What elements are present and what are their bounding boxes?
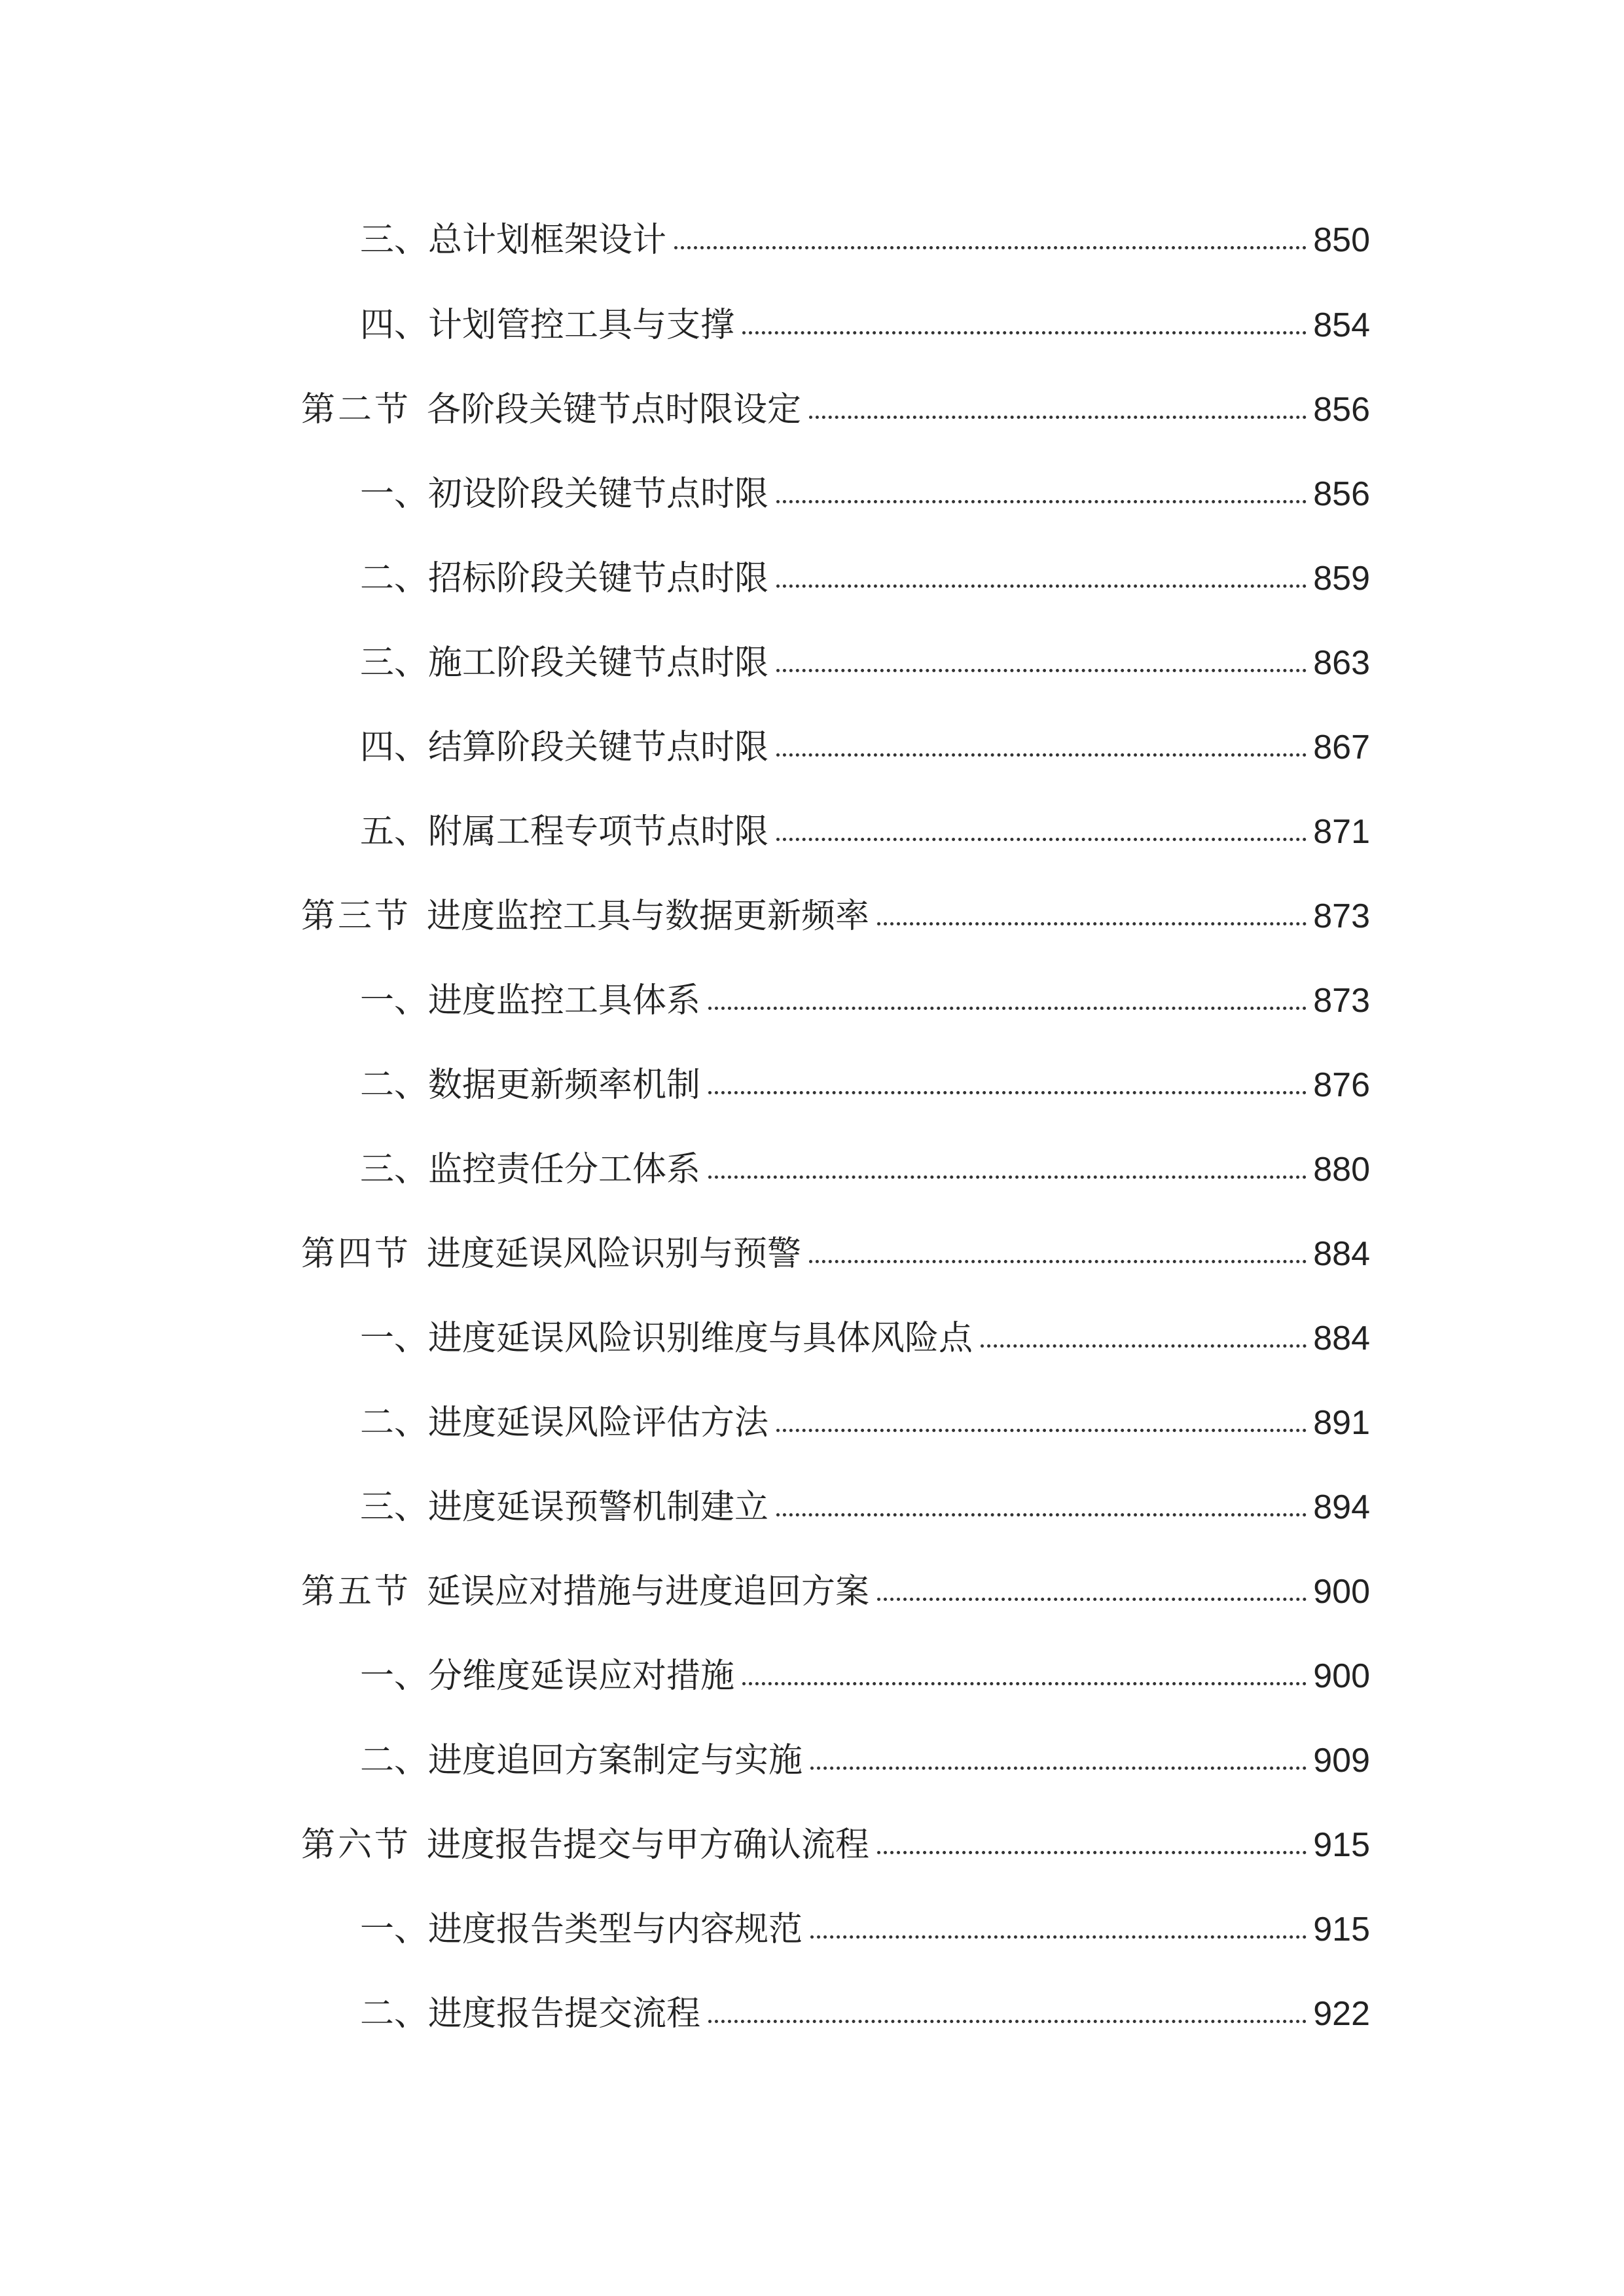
toc-entry-title: 二、进度延误风险评估方法 — [360, 1403, 769, 1443]
dot-leader — [776, 584, 1307, 588]
toc-entry-title: 三、进度延误预警机制建立 — [360, 1488, 769, 1527]
toc-entry[interactable] — [360, 461, 1370, 527]
toc-page-number: 900 — [1313, 1657, 1370, 1695]
dot-leader — [809, 1260, 1307, 1263]
dot-leader — [674, 246, 1307, 249]
toc-page-number: 850 — [1313, 221, 1370, 259]
dot-leader — [810, 1935, 1307, 1939]
toc-entry-title: 一、进度延误风险识别维度与具体风险点 — [360, 1319, 973, 1358]
toc-page-number: 856 — [1313, 475, 1370, 513]
toc-entry[interactable] — [360, 799, 1370, 865]
toc-page-number: 909 — [1313, 1742, 1370, 1780]
toc-entry[interactable] — [360, 1306, 1370, 1371]
toc-page-number: 922 — [1313, 1995, 1370, 2033]
toc-entry-title: 进度监控工具与数据更新频率 — [427, 897, 870, 936]
dot-leader — [809, 416, 1307, 419]
toc-section-entry[interactable] — [301, 1812, 1370, 1878]
toc-entry-title: 进度报告提交与甲方确认流程 — [427, 1825, 870, 1865]
toc-entry-title: 二、进度追回方案制定与实施 — [360, 1741, 803, 1780]
toc-entry-title: 三、施工阶段关键节点时限 — [360, 643, 769, 683]
toc-entry[interactable] — [360, 1981, 1370, 2047]
dot-leader — [776, 1513, 1307, 1516]
toc-entry[interactable] — [360, 715, 1370, 780]
toc-section-heading — [301, 897, 870, 936]
toc-section-entry[interactable] — [301, 884, 1370, 949]
toc-section-number: 第四节 — [301, 1234, 412, 1274]
dot-leader — [708, 2020, 1307, 2023]
toc-entry-title: 四、结算阶段关键节点时限 — [360, 728, 769, 767]
toc-entry-title: 二、进度报告提交流程 — [360, 1994, 701, 2034]
toc-entry-title: 三、监控责任分工体系 — [360, 1150, 701, 1189]
toc-entry-title: 二、数据更新频率机制 — [360, 1066, 701, 1105]
dot-leader — [776, 838, 1307, 841]
toc-page-number: 915 — [1313, 1826, 1370, 1864]
toc-page-number: 873 — [1313, 897, 1370, 935]
toc-section-number: 第五节 — [301, 1572, 412, 1611]
dot-leader — [776, 753, 1307, 757]
toc-page-number: 915 — [1313, 1910, 1370, 1948]
dot-leader — [708, 1091, 1307, 1094]
dot-leader — [742, 331, 1307, 334]
toc-entry-title: 一、分维度延误应对措施 — [360, 1657, 735, 1696]
toc-page-number: 854 — [1313, 306, 1370, 344]
toc-page-number: 871 — [1313, 813, 1370, 851]
toc-entry[interactable] — [360, 1643, 1370, 1709]
toc-page-number: 863 — [1313, 644, 1370, 682]
toc-page-number: 900 — [1313, 1573, 1370, 1611]
toc-entry-title: 五、附属工程专项节点时限 — [360, 812, 769, 852]
toc-section-heading — [301, 390, 802, 429]
dot-leader — [708, 1007, 1307, 1010]
dot-leader — [877, 922, 1307, 925]
toc-page-number: 876 — [1313, 1066, 1370, 1104]
toc-page-number: 859 — [1313, 560, 1370, 598]
toc-entry[interactable] — [360, 207, 1370, 273]
dot-leader — [810, 1767, 1307, 1770]
dot-leader — [776, 500, 1307, 503]
toc-page-number: 856 — [1313, 391, 1370, 429]
toc-entry[interactable] — [360, 630, 1370, 696]
toc-entry[interactable] — [360, 546, 1370, 611]
dot-leader — [877, 1851, 1307, 1854]
toc-page-number: 891 — [1313, 1404, 1370, 1442]
toc-entry-title: 三、总计划框架设计 — [360, 221, 667, 260]
toc-section-heading — [301, 1825, 870, 1865]
dot-leader — [981, 1344, 1307, 1348]
toc-page-number: 884 — [1313, 1235, 1370, 1273]
toc-entry-title: 一、进度监控工具体系 — [360, 981, 701, 1020]
toc-entry[interactable] — [360, 1475, 1370, 1540]
toc-page-number: 867 — [1313, 728, 1370, 766]
toc-section-number: 第二节 — [301, 390, 412, 429]
toc-entry-title: 二、招标阶段关键节点时限 — [360, 559, 769, 598]
toc-section-heading — [301, 1234, 802, 1274]
toc-entry-title: 一、进度报告类型与内容规范 — [360, 1910, 803, 1949]
toc-section-heading — [301, 1572, 870, 1611]
toc-entry[interactable] — [360, 1052, 1370, 1118]
toc-page-number: 894 — [1313, 1488, 1370, 1526]
dot-leader — [776, 669, 1307, 672]
toc-entry-title: 四、计划管控工具与支撑 — [360, 306, 735, 345]
dot-leader — [776, 1429, 1307, 1432]
dot-leader — [742, 1682, 1307, 1685]
toc-section-entry[interactable] — [301, 1221, 1370, 1287]
toc-entry[interactable] — [360, 1137, 1370, 1202]
toc-page-number: 880 — [1313, 1151, 1370, 1189]
toc-entry-title: 进度延误风险识别与预警 — [427, 1234, 802, 1274]
toc-entry[interactable] — [360, 968, 1370, 1033]
toc-section-entry[interactable] — [301, 377, 1370, 442]
toc-entry-title: 延误应对措施与进度追回方案 — [427, 1572, 870, 1611]
toc-section-number: 第六节 — [301, 1825, 412, 1865]
toc-entry[interactable] — [360, 1390, 1370, 1456]
toc-entry-title: 一、初设阶段关键节点时限 — [360, 475, 769, 514]
toc-section-number: 第三节 — [301, 897, 412, 936]
toc-page-number: 884 — [1313, 1319, 1370, 1357]
toc-entry[interactable] — [360, 293, 1370, 358]
dot-leader — [877, 1598, 1307, 1601]
dot-leader — [708, 1175, 1307, 1179]
toc-page-number: 873 — [1313, 982, 1370, 1020]
toc-section-entry[interactable] — [301, 1559, 1370, 1624]
toc-entry[interactable] — [360, 1728, 1370, 1793]
toc-entry[interactable] — [360, 1897, 1370, 1962]
toc-entry-title: 各阶段关键节点时限设定 — [427, 390, 802, 429]
